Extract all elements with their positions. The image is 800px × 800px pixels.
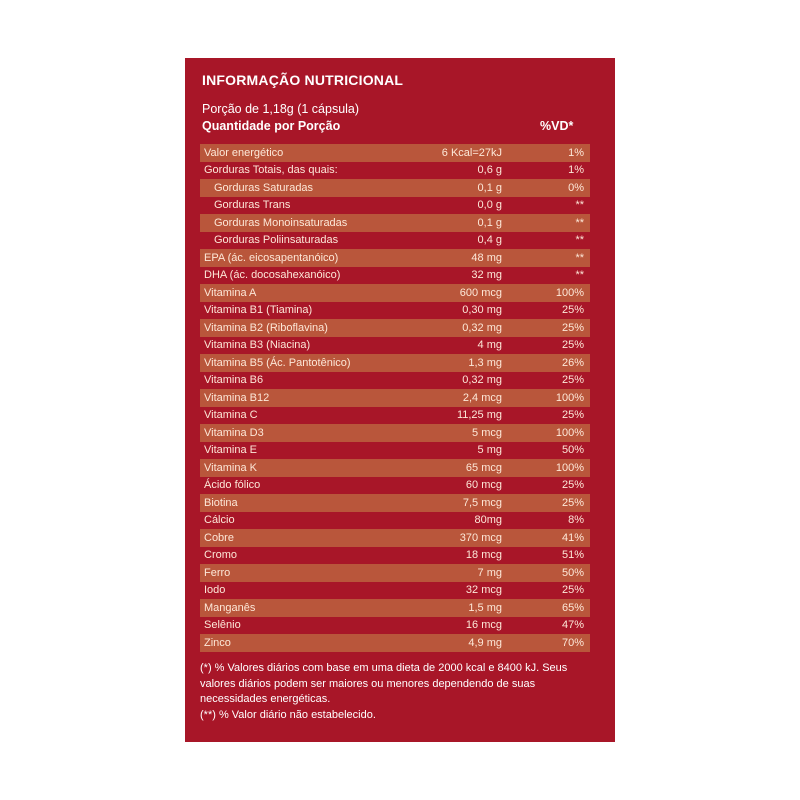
nutrient-name: Valor energético	[204, 146, 284, 159]
nutrient-vd: 26%	[561, 356, 584, 369]
nutrient-name: Vitamina B3 (Niacina)	[204, 339, 311, 352]
nutrient-name: Iodo	[204, 584, 226, 597]
table-row	[200, 477, 590, 495]
table-row	[200, 232, 590, 250]
table-row	[200, 494, 590, 512]
table-row	[200, 249, 590, 267]
nutrient-name: Cromo	[204, 549, 238, 562]
nutrient-vd: **	[575, 234, 584, 247]
nutrient-name: EPA (ác. eicosapentanóico)	[204, 251, 339, 264]
table-row	[200, 617, 590, 635]
nutrient-name: Gorduras Poliinsaturadas	[214, 234, 339, 247]
nutrient-amount: 32 mg	[471, 269, 502, 282]
nutrient-amount: 7,5 mcg	[462, 496, 502, 509]
table-row	[200, 634, 590, 652]
nutrient-amount: 80mg	[474, 514, 502, 527]
nutrient-vd: **	[575, 199, 584, 212]
nutrient-vd: **	[575, 216, 584, 229]
nutrient-name: Gorduras Totais, das quais:	[204, 164, 338, 177]
nutrient-vd: 0%	[568, 181, 584, 194]
footnote-not-established: (**) % Valor diário não estabelecido.	[200, 708, 376, 721]
nutrient-amount: 0,1 g	[477, 216, 502, 229]
nutrient-name: Zinco	[204, 636, 231, 649]
nutrient-amount: 0,30 mg	[462, 304, 502, 317]
nutrient-amount: 370 mcg	[459, 531, 502, 544]
nutrient-vd: 25%	[561, 339, 584, 352]
table-row	[200, 267, 590, 285]
nutrient-vd: 51%	[561, 549, 584, 562]
nutrient-name: Gorduras Saturadas	[214, 181, 314, 194]
nutrient-name: Cobre	[204, 531, 234, 544]
nutrient-name: Vitamina B6	[204, 374, 264, 387]
nutrient-vd: 25%	[561, 584, 584, 597]
nutrient-name: Vitamina B1 (Tiamina)	[204, 304, 313, 317]
table-row	[200, 459, 590, 477]
nutrient-name: Vitamina B5 (Ác. Pantotênico)	[204, 356, 351, 369]
table-row	[200, 144, 590, 162]
nutrient-vd: 41%	[561, 531, 584, 544]
nutrient-vd: **	[575, 251, 584, 264]
table-row	[200, 354, 590, 372]
table-row	[200, 442, 590, 460]
nutrient-name: Selênio	[204, 619, 241, 632]
table-row	[200, 337, 590, 355]
nutrient-name: Manganês	[204, 601, 256, 614]
nutrient-amount: 600 mcg	[459, 286, 502, 299]
nutrient-vd: 25%	[561, 321, 584, 334]
nutrient-vd: 47%	[561, 619, 584, 632]
vd-header: %VD*	[540, 119, 574, 133]
nutrient-amount: 32 mcg	[465, 584, 502, 597]
nutrient-amount: 6 Kcal=27kJ	[441, 146, 502, 159]
portion-size: Porção de 1,18g (1 cápsula)	[202, 102, 360, 116]
nutrient-vd: 1%	[568, 146, 584, 159]
table-row	[200, 512, 590, 530]
nutrient-vd: 50%	[561, 444, 584, 457]
table-row	[200, 564, 590, 582]
nutrient-amount: 48 mg	[471, 251, 502, 264]
table-row	[200, 179, 590, 197]
nutrient-amount: 1,3 mg	[468, 356, 502, 369]
nutrient-vd: 1%	[568, 164, 584, 177]
table-row	[200, 582, 590, 600]
table-row	[200, 284, 590, 302]
table-row	[200, 302, 590, 320]
table-row	[200, 424, 590, 442]
table-row	[200, 547, 590, 565]
footnotes	[200, 661, 595, 723]
table-row	[200, 389, 590, 407]
nutrient-name: Vitamina A	[204, 286, 257, 299]
nutrient-name: Vitamina B12	[204, 391, 270, 404]
nutrient-name: Vitamina B2 (Riboflavina)	[204, 321, 328, 334]
table-row	[200, 407, 590, 425]
nutrient-amount: 11,25 mg	[456, 409, 502, 422]
nutrient-amount: 65 mcg	[465, 461, 502, 474]
nutrient-vd: 25%	[561, 409, 584, 422]
nutrient-amount: 4,9 mg	[468, 636, 502, 649]
table-row	[200, 197, 590, 215]
nutrient-amount: 2,4 mcg	[462, 391, 502, 404]
table-row	[200, 599, 590, 617]
nutrient-amount: 0,1 g	[477, 181, 502, 194]
nutrient-vd: **	[575, 269, 584, 282]
nutrient-name: DHA (ác. docosahexanóico)	[204, 269, 341, 282]
nutrient-vd: 100%	[555, 426, 584, 439]
table-row	[200, 372, 590, 390]
nutrient-amount: 0,0 g	[477, 199, 502, 212]
nutrient-name: Gorduras Trans	[214, 199, 291, 212]
nutrient-vd: 100%	[555, 286, 584, 299]
nutrient-name: Gorduras Monoinsaturadas	[214, 216, 348, 229]
nutrient-vd: 25%	[561, 304, 584, 317]
footnote-daily-values: (*) % Valores diários com base em uma dieta de 2000 kcal e 8400 kJ. Seus valores diários podem ser maiores ou menores dependendo de suas necessidades energéticas.	[200, 662, 568, 705]
nutrient-amount: 18 mcg	[465, 549, 502, 562]
nutrient-vd: 25%	[561, 374, 584, 387]
nutrient-vd: 25%	[561, 496, 584, 509]
nutrient-amount: 16 mcg	[465, 619, 502, 632]
nutrient-name: Ferro	[204, 566, 231, 579]
nutrient-amount: 0,4 g	[477, 234, 502, 247]
nutrient-name: Vitamina K	[204, 461, 257, 474]
nutrient-vd: 65%	[561, 601, 584, 614]
nutrient-vd: 8%	[568, 514, 584, 527]
quantity-header: Quantidade por Porção	[202, 119, 341, 133]
table-row	[200, 319, 590, 337]
nutrient-name: Vitamina E	[204, 444, 257, 457]
nutrient-amount: 4 mg	[477, 339, 502, 352]
nutrient-vd: 100%	[555, 461, 584, 474]
nutrient-amount: 5 mg	[477, 444, 502, 457]
table-row	[200, 214, 590, 232]
table-row	[200, 162, 590, 180]
nutrient-table	[200, 144, 590, 652]
nutrient-name: Ácido fólico	[204, 479, 261, 492]
nutrient-amount: 5 mcg	[472, 426, 502, 439]
label-title: INFORMAÇÃO NUTRICIONAL	[202, 72, 404, 88]
nutrient-name: Biotina	[204, 496, 238, 509]
nutrient-amount: 7 mg	[477, 566, 502, 579]
nutrient-amount: 0,6 g	[477, 164, 502, 177]
nutrient-amount: 1,5 mg	[468, 601, 502, 614]
nutrient-amount: 60 mcg	[465, 479, 502, 492]
nutrient-name: Vitamina D3	[204, 426, 264, 439]
table-row	[200, 529, 590, 547]
nutrient-vd: 50%	[561, 566, 584, 579]
nutrient-name: Cálcio	[204, 514, 235, 527]
nutrient-name: Vitamina C	[204, 409, 258, 422]
nutrient-vd: 70%	[561, 636, 584, 649]
nutrient-amount: 0,32 mg	[462, 321, 502, 334]
nutrient-amount: 0,32 mg	[462, 374, 502, 387]
nutrient-vd: 100%	[555, 391, 584, 404]
nutrient-vd: 25%	[561, 479, 584, 492]
